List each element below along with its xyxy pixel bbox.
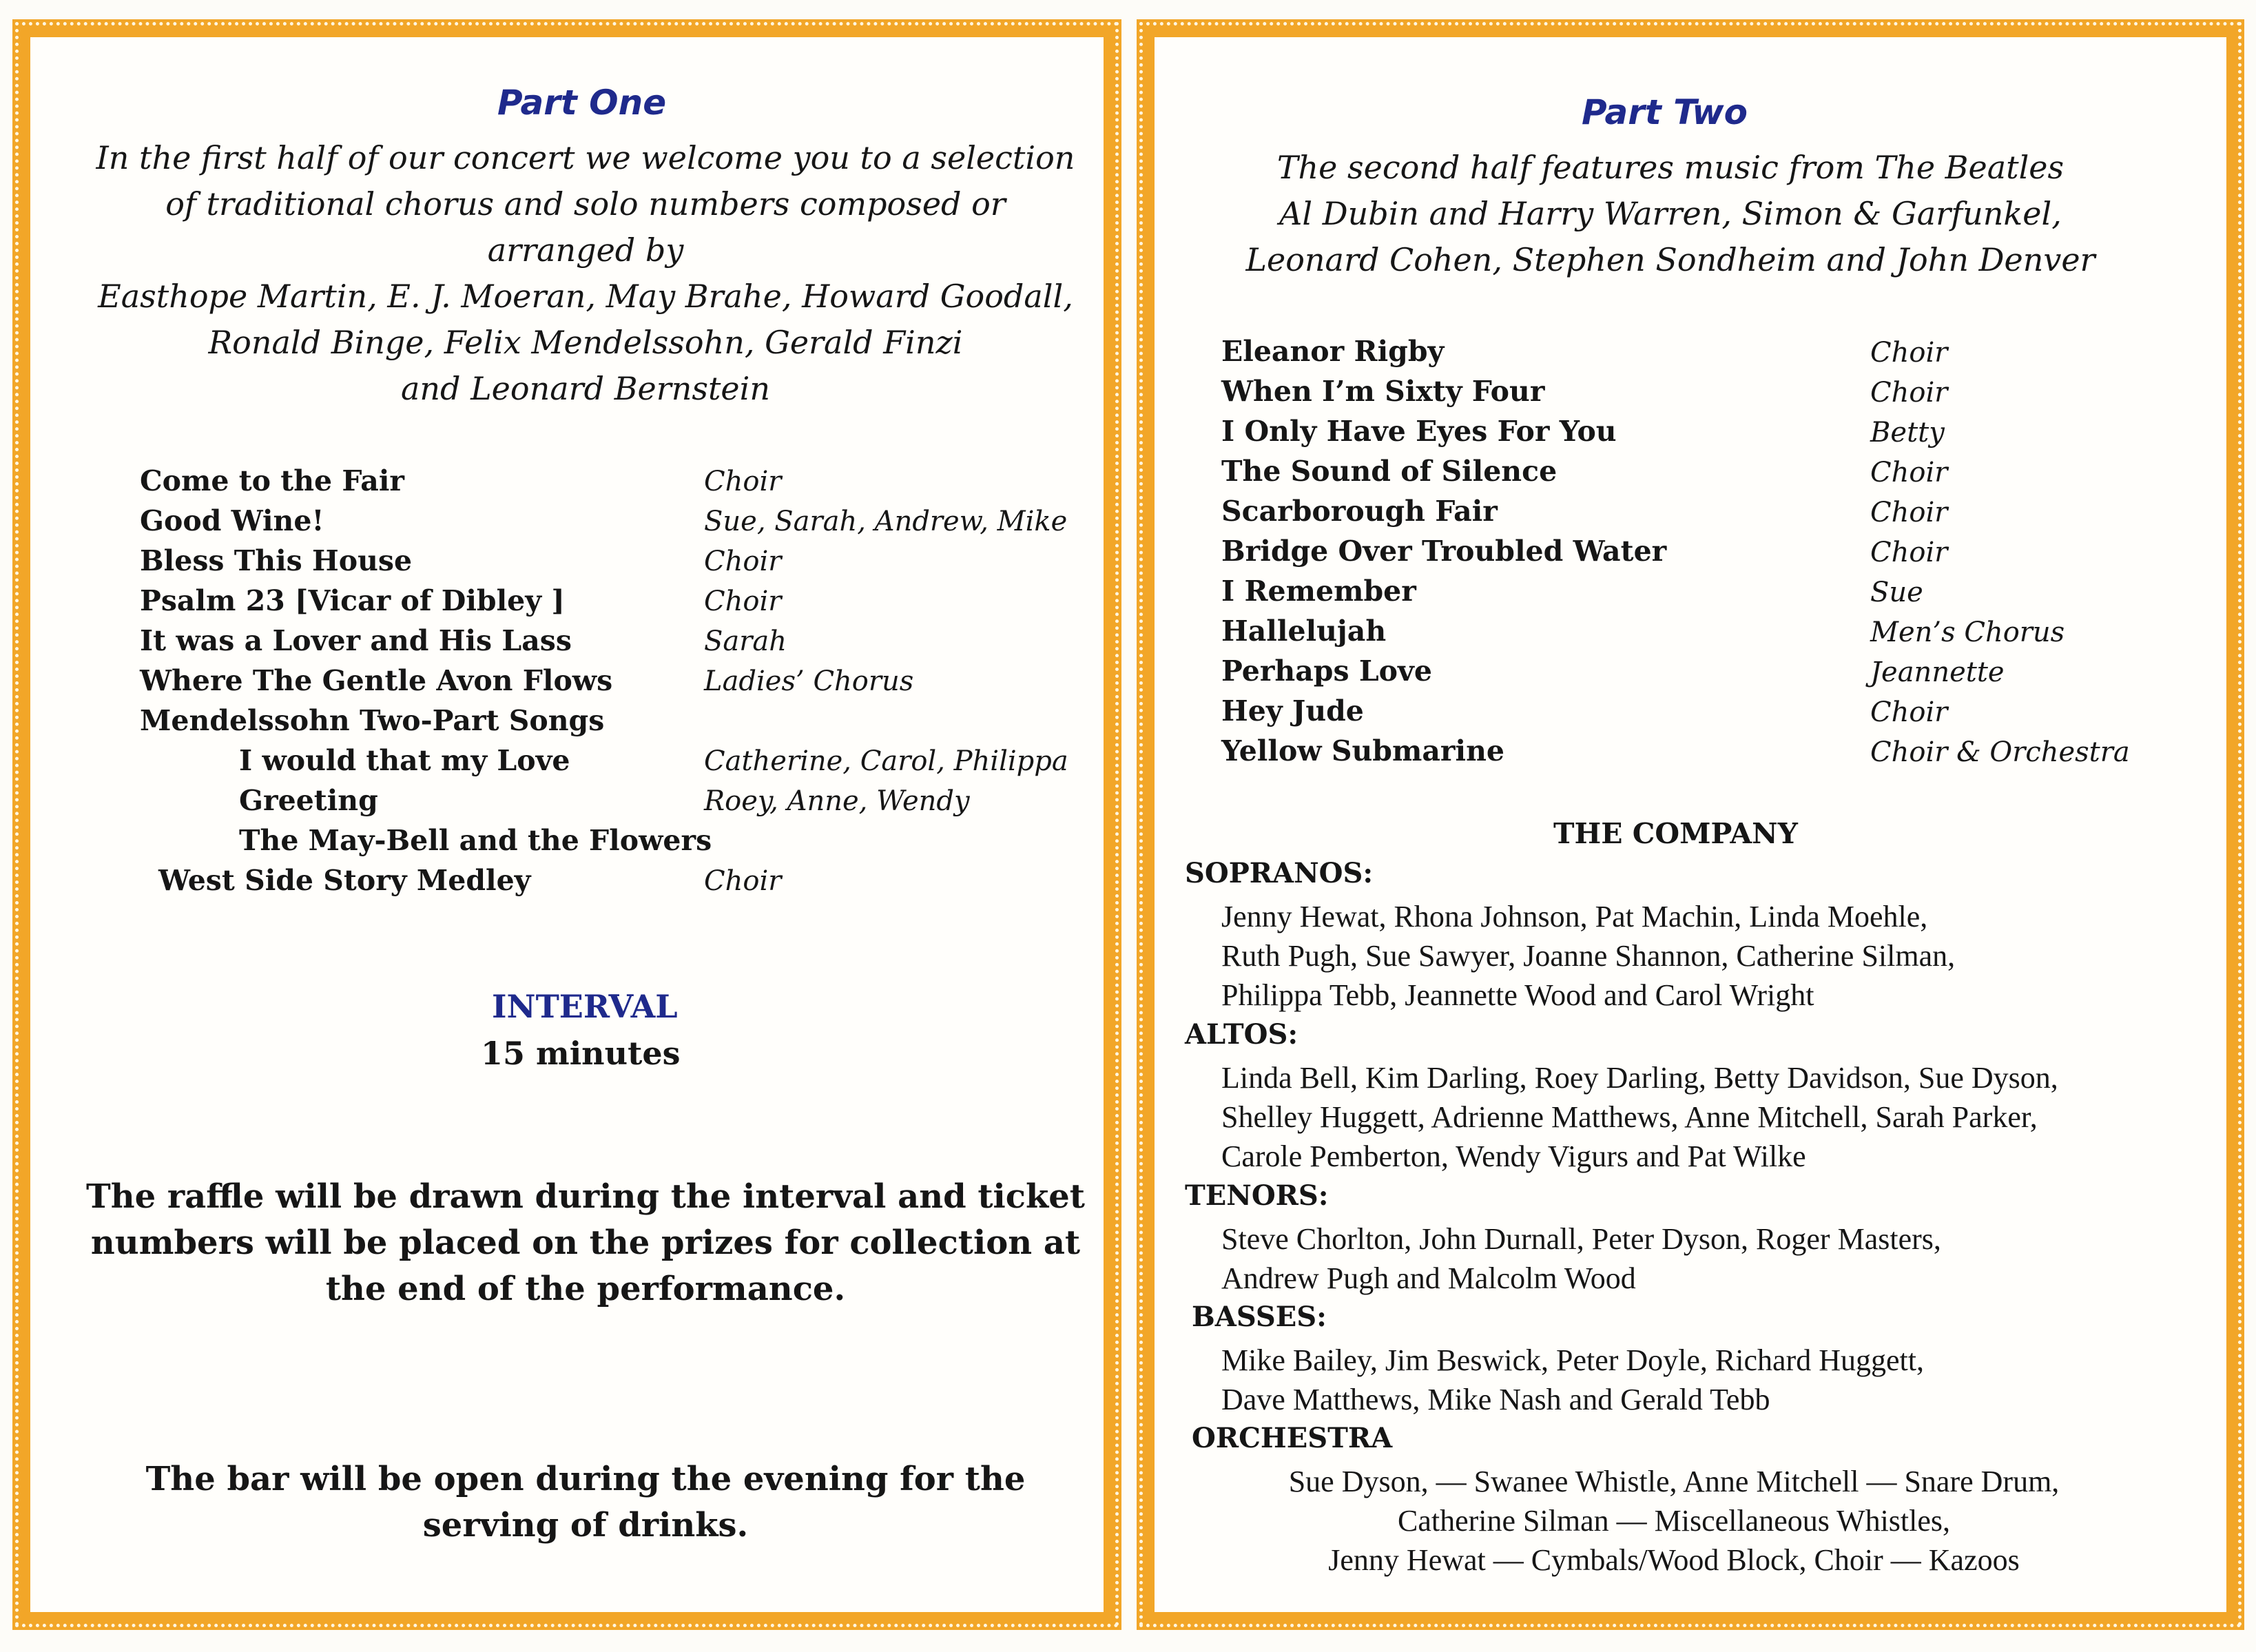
- song-title: I Remember: [1221, 575, 1416, 608]
- altos-list: [1221, 1058, 2058, 1176]
- song-performer: Men’s Chorus: [1870, 617, 2065, 648]
- song-performer: Sarah: [704, 626, 787, 657]
- song-title: Psalm 23 [Vicar of Dibley ]: [140, 584, 565, 617]
- names-line: Jenny Hewat — Cymbals/Wood Block, Choir — Kazoos: [1328, 1543, 2020, 1577]
- sopranos-label: SOPRANOS:: [1185, 857, 1374, 889]
- altos-label: ALTOS:: [1185, 1018, 1298, 1051]
- song-performer: Choir & Orchestra: [1870, 736, 2130, 768]
- names-line: Carole Pemberton, Wendy Vigurs and Pat Wilke: [1221, 1139, 1806, 1173]
- names-line: Linda Bell, Kim Darling, Roey Darling, Betty Davidson, Sue Dyson,: [1221, 1061, 2058, 1095]
- names-line: Jenny Hewat, Rhona Johnson, Pat Machin, Linda Moehle,: [1221, 900, 1928, 933]
- song-title: Mendelssohn Two-Part Songs: [140, 704, 605, 737]
- song-title: When I’m Sixty Four: [1221, 375, 1545, 408]
- song-performer: Choir: [704, 466, 782, 497]
- sopranos-list: [1221, 897, 1955, 1015]
- basses-list: [1221, 1341, 1924, 1419]
- song-title: Eleanor Rigby: [1221, 335, 1445, 368]
- song-title: West Side Story Medley: [158, 864, 531, 897]
- part-one-intro: [55, 135, 1116, 412]
- song-title: I Only Have Eyes For You: [1221, 415, 1617, 448]
- intro-line: Ronald Binge, Felix Mendelssohn, Gerald Finzi: [208, 324, 963, 361]
- basses-label: BASSES:: [1192, 1301, 1327, 1333]
- song-performer: Sue, Sarah, Andrew, Mike: [704, 506, 1068, 537]
- names-line: Dave Matthews, Mike Nash and Gerald Tebb: [1221, 1383, 1770, 1416]
- song-performer: Roey, Anne, Wendy: [704, 785, 970, 817]
- intro-line: arranged by: [487, 231, 684, 269]
- names-line: Mike Bailey, Jim Beswick, Peter Doyle, Richard Huggett,: [1221, 1343, 1924, 1377]
- part-two-heading: Part Two: [1582, 92, 1748, 132]
- song-title: It was a Lover and His Lass: [140, 624, 572, 657]
- names-line: Sue Dyson, — Swanee Whistle, Anne Mitchell — Snare Drum,: [1288, 1465, 2060, 1498]
- song-title: I would that my Love: [239, 744, 570, 777]
- song-title: The May-Bell and the Flowers: [239, 824, 712, 857]
- song-performer: Ladies’ Chorus: [704, 665, 914, 697]
- song-performer: Choir: [1870, 497, 1948, 528]
- song-title: Hey Jude: [1221, 694, 1364, 727]
- intro-line: The second half features music from The Beatles: [1276, 149, 2064, 186]
- song-performer: Choir: [1870, 696, 1948, 728]
- song-title: Perhaps Love: [1221, 654, 1432, 688]
- notice-line: The raffle will be drawn during the interval and ticket: [86, 1177, 1085, 1216]
- song-title: The Sound of Silence: [1221, 455, 1558, 488]
- names-line: Ruth Pugh, Sue Sawyer, Joanne Shannon, Catherine Silman,: [1221, 939, 1956, 973]
- company-title: THE COMPANY: [1553, 817, 1798, 850]
- song-performer: Jeannette: [1870, 657, 2005, 688]
- song-title: Come to the Fair: [140, 464, 404, 497]
- song-title: Where The Gentle Avon Flows: [140, 664, 613, 697]
- raffle-notice: [55, 1174, 1116, 1312]
- interval-duration: 15 minutes: [481, 1035, 681, 1072]
- names-line: Philippa Tebb, Jeannette Wood and Carol Wright: [1221, 978, 1814, 1012]
- song-title: Good Wine!: [140, 504, 324, 537]
- song-title: Scarborough Fair: [1221, 495, 1498, 528]
- song-title: Greeting: [239, 784, 378, 817]
- song-performer: Choir: [704, 586, 782, 617]
- song-performer: Choir: [1870, 377, 1948, 409]
- song-performer: Choir: [1870, 457, 1948, 488]
- song-performer: Sue: [1870, 577, 1923, 608]
- orchestra-label: ORCHESTRA: [1192, 1422, 1393, 1454]
- names-line: Catherine Silman — Miscellaneous Whistles,: [1397, 1504, 1951, 1538]
- song-title: Bridge Over Troubled Water: [1221, 535, 1667, 568]
- names-line: Shelley Huggett, Adrienne Matthews, Anne Mitchell, Sarah Parker,: [1221, 1100, 2038, 1134]
- notice-line: The bar will be open during the evening for the: [145, 1460, 1026, 1498]
- song-performer: Choir: [704, 865, 782, 897]
- orchestra-list: [1212, 1462, 2135, 1580]
- intro-line: of traditional chorus and solo numbers composed or: [165, 185, 1006, 223]
- song-performer: Catherine, Carol, Philippa: [704, 745, 1068, 777]
- names-line: Steve Chorlton, John Durnall, Peter Dyson, Roger Masters,: [1221, 1222, 1941, 1256]
- song-title: Hallelujah: [1221, 615, 1387, 648]
- song-performer: Choir: [1870, 537, 1948, 568]
- tenors-label: TENORS:: [1185, 1179, 1329, 1212]
- song-performer: Choir: [704, 546, 782, 577]
- interval-title: INTERVAL: [492, 988, 678, 1025]
- notice-line: numbers will be placed on the prizes for collection at: [90, 1223, 1081, 1262]
- intro-line: and Leonard Bernstein: [401, 370, 770, 407]
- intro-line: Al Dubin and Harry Warren, Simon & Garfunkel,: [1279, 195, 2062, 232]
- song-title: Bless This House: [140, 544, 413, 577]
- intro-line: Easthope Martin, E. J. Moeran, May Brahe, Howard Goodall,: [98, 278, 1073, 315]
- part-two-intro: [1143, 145, 2197, 283]
- notice-line: serving of drinks.: [422, 1506, 749, 1545]
- song-performer: Choir: [1870, 337, 1948, 369]
- tenors-list: [1221, 1219, 1941, 1298]
- names-line: Andrew Pugh and Malcolm Wood: [1221, 1261, 1636, 1295]
- song-performer: Betty: [1870, 417, 1945, 448]
- intro-line: Leonard Cohen, Stephen Sondheim and John Denver: [1245, 241, 2095, 278]
- notice-line: the end of the performance.: [325, 1270, 846, 1308]
- part-one-heading: Part One: [497, 83, 667, 123]
- song-title: Yellow Submarine: [1221, 734, 1504, 767]
- bar-notice: [55, 1456, 1116, 1549]
- intro-line: In the first half of our concert we welcome you to a selection: [96, 139, 1075, 176]
